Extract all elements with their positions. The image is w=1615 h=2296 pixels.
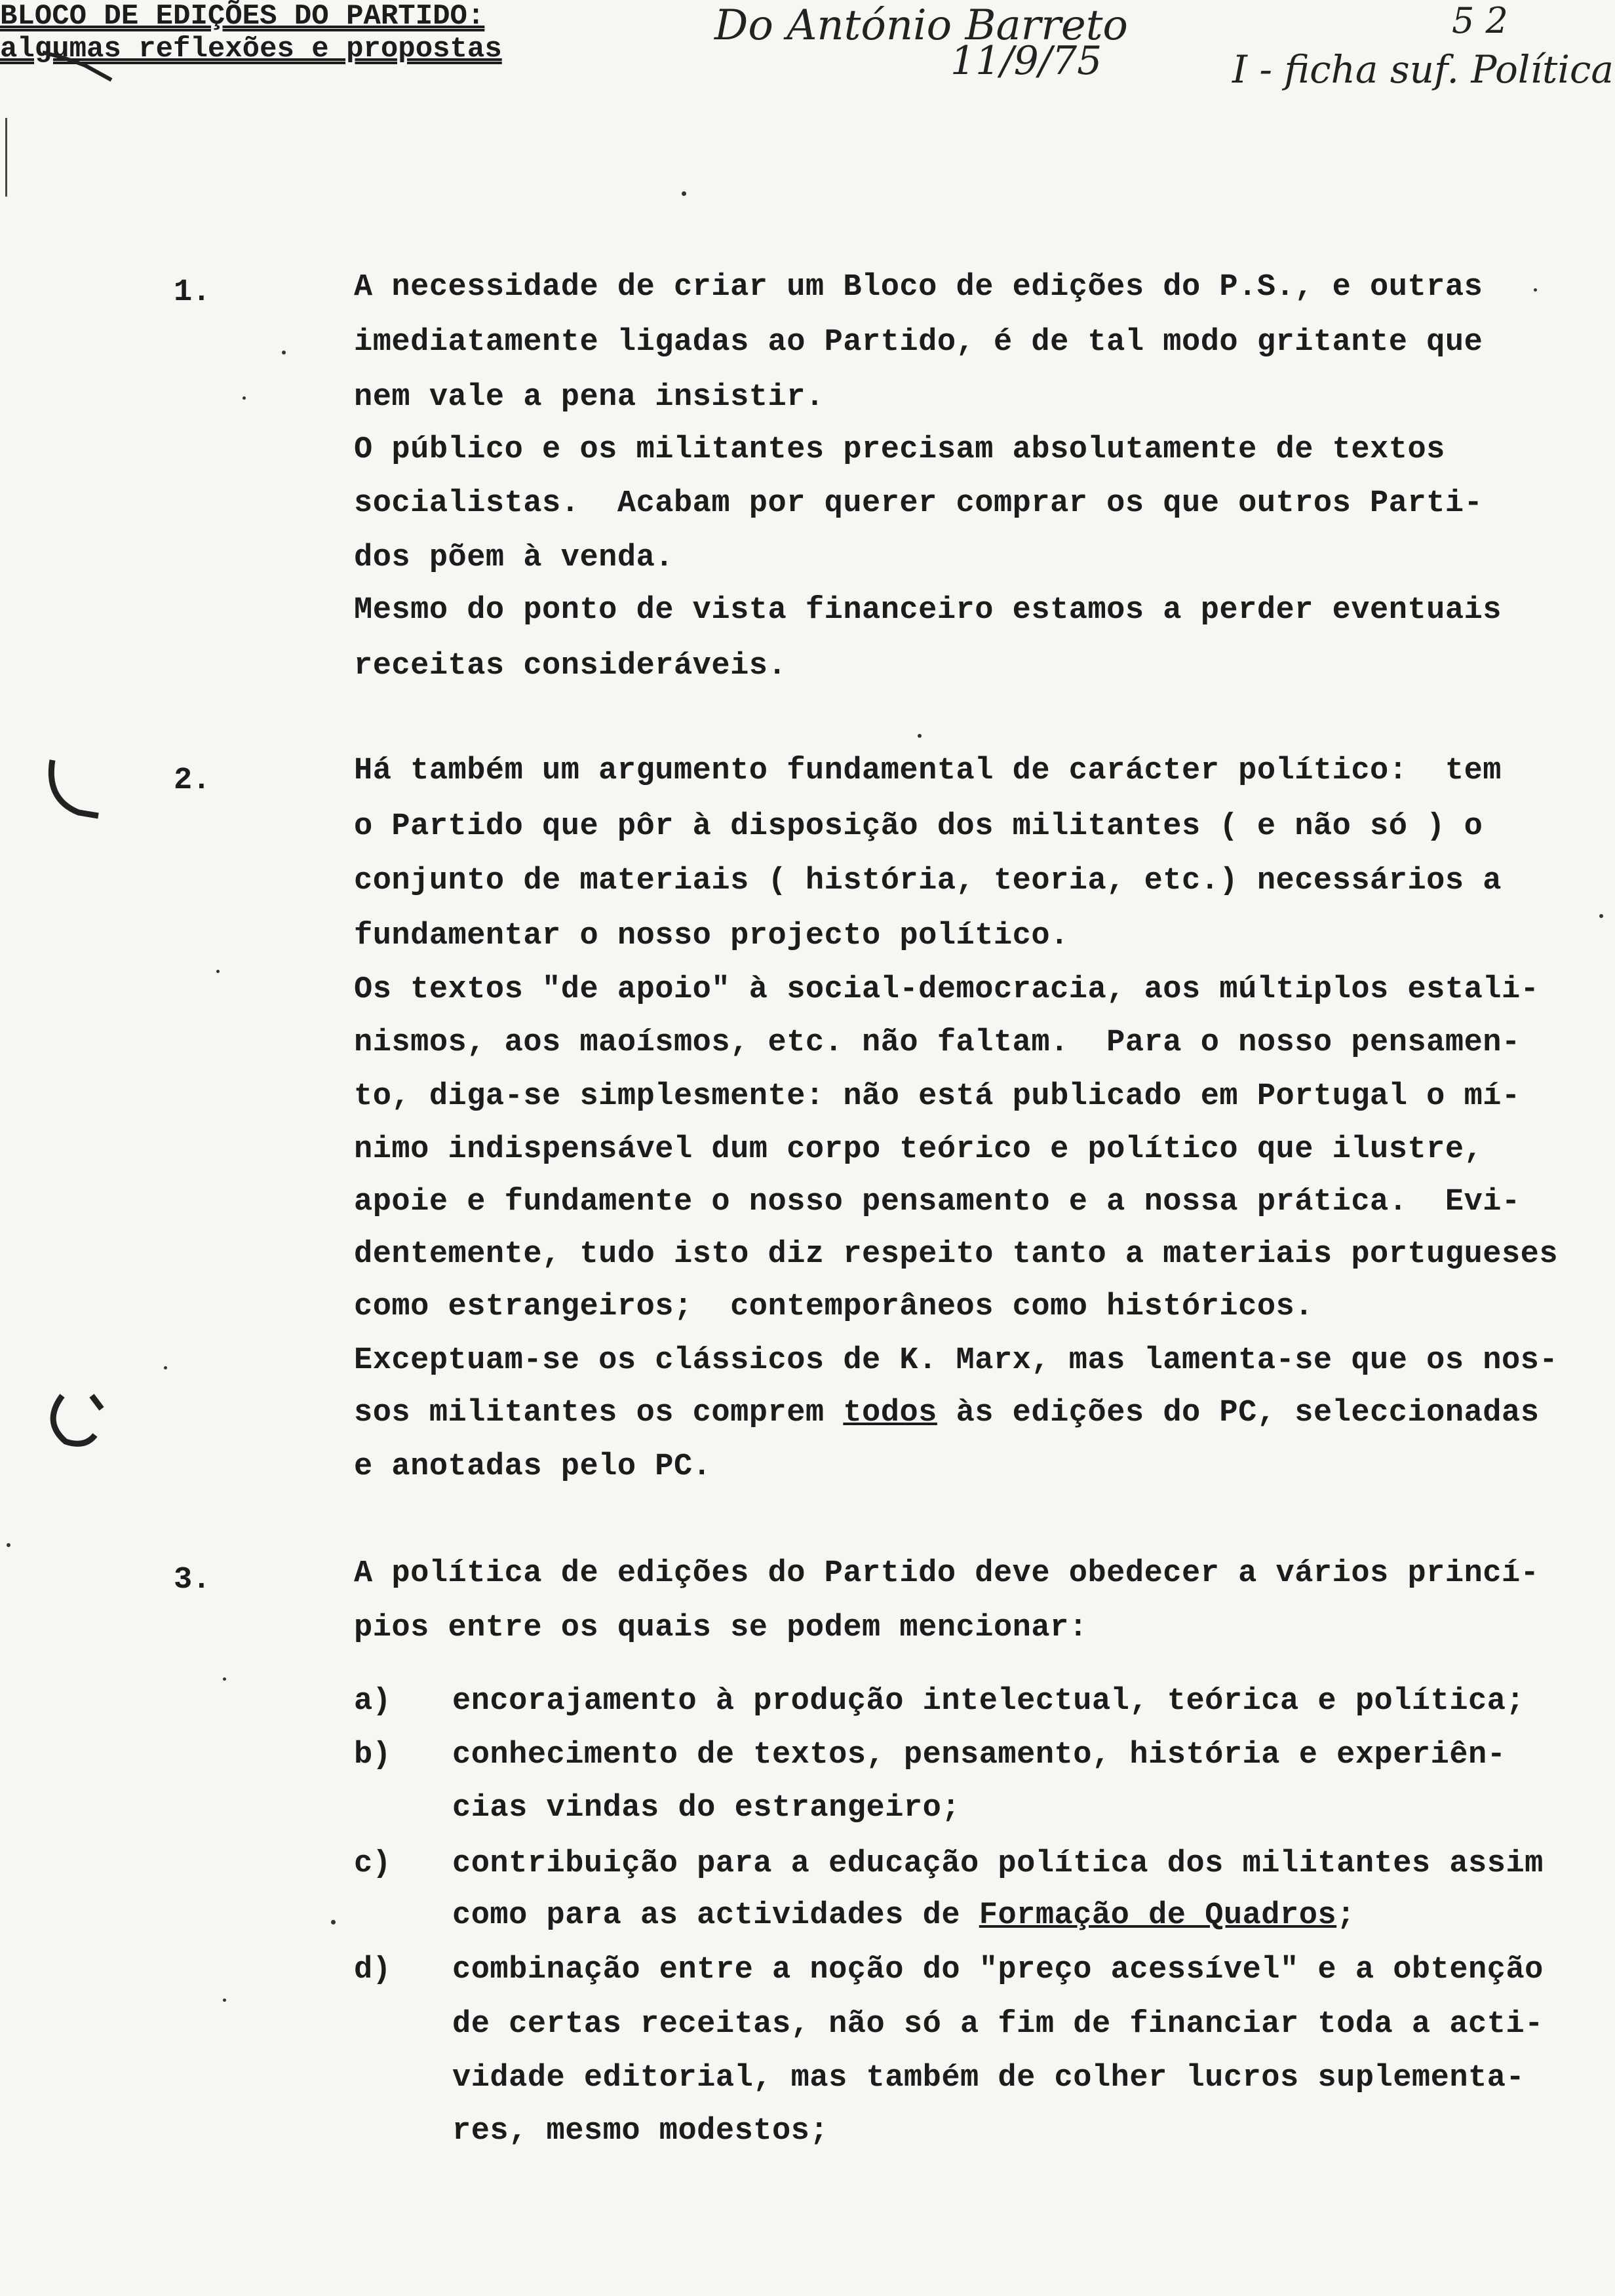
section-1-line: O público e os militantes precisam absolutamente de textos: [354, 432, 1445, 467]
item-b-line: conhecimento de textos, pensamento, história e experiên-: [452, 1738, 1506, 1772]
section-2-line: Exceptuam-se os clássicos de K. Marx, mas lamenta-se que os nos-: [354, 1343, 1559, 1378]
section-number-2: 2.: [174, 763, 211, 798]
section-1-line: dos põem à venda.: [354, 541, 674, 575]
item-c-line-text: ;: [1336, 1898, 1355, 1933]
item-d-line: res, mesmo modestos;: [452, 2114, 829, 2149]
scan-speck: [243, 396, 246, 400]
section-2-line: nimo indispensável dum corpo teórico e político que ilustre,: [354, 1132, 1483, 1167]
section-2-line: Os textos "de apoio" à social-democracia, aos múltiplos estali-: [354, 972, 1540, 1007]
scan-speck: [1534, 288, 1537, 292]
scan-speck: [282, 351, 286, 354]
section-number-1: 1.: [174, 275, 211, 310]
section-1-line: imediatamente ligadas ao Partido, é de tal modo gritante que: [354, 325, 1483, 360]
handwritten-name: Do António Barreto: [714, 1, 1128, 50]
scan-speck: [331, 1920, 336, 1924]
margin-mark-top: [39, 39, 118, 92]
item-c-line-text: como para as actividades de: [452, 1898, 979, 1933]
punch-hole-mark-2: [39, 1383, 105, 1461]
section-3-line: A política de edições do Partido deve obedecer a vários princí-: [354, 1556, 1540, 1591]
section-2-line: Há também um argumento fundamental de carácter político: tem: [354, 754, 1502, 788]
section-3-line: pios entre os quais se podem mencionar:: [354, 1611, 1088, 1645]
section-2-line: dentemente, tudo isto diz respeito tanto a materiais portugueses: [354, 1237, 1559, 1272]
scan-speck: [682, 191, 686, 196]
section-2-line-text: sos militantes os comprem: [354, 1396, 844, 1430]
section-1-line: A necessidade de criar um Bloco de edições do P.S., e outras: [354, 270, 1483, 305]
section-2-line: fundamentar o nosso projecto político.: [354, 919, 1069, 953]
item-a-line: encorajamento à produção intelectual, teórica e política;: [452, 1684, 1525, 1719]
section-2-line: conjunto de materiais ( história, teoria, etc.) necessários a: [354, 864, 1502, 898]
section-2-line: o Partido que pôr à disposição dos militantes ( e não só ) o: [354, 809, 1483, 844]
item-label-d: d): [354, 1953, 391, 1987]
scan-speck: [1599, 914, 1603, 918]
punch-hole-mark-1: [39, 754, 105, 832]
section-2-line: nismos, aos maoísmos, etc. não faltam. Para o nosso pensamen-: [354, 1025, 1521, 1060]
section-1-line: socialistas. Acabam por querer comprar os que outros Parti-: [354, 486, 1483, 521]
section-1-line: Mesmo do ponto de vista financeiro estamos a perder eventuais: [354, 593, 1502, 628]
handwritten-filing-note: I - ficha suf. Política: [1232, 47, 1614, 92]
scan-speck: [164, 1366, 167, 1369]
section-2-line: to, diga-se simplesmente: não está publicado em Portugal o mí-: [354, 1079, 1521, 1114]
handwritten-filing-number: 5 2: [1452, 0, 1508, 41]
scan-speck: [216, 970, 220, 973]
section-2-line-text: às edições do PC, seleccionadas: [937, 1396, 1540, 1430]
left-edge-line: [5, 118, 7, 197]
scan-speck: [7, 1543, 10, 1547]
section-1-line: receitas consideráveis.: [354, 649, 787, 683]
item-d-line: de certas receitas, não só a fim de financiar toda a acti-: [452, 2007, 1544, 2042]
section-2-line: apoie e fundamente o nosso pensamento e a nossa prática. Evi-: [354, 1185, 1521, 1219]
item-d-line: combinação entre a noção do "preço acessível" e a obtenção: [452, 1953, 1544, 1987]
section-2-line: como estrangeiros; contemporâneos como históricos.: [354, 1290, 1313, 1324]
item-label-b: b): [354, 1738, 391, 1772]
scan-speck: [918, 734, 922, 738]
item-c-line: contribuição para a educação política dos militantes assim: [452, 1846, 1544, 1881]
item-label-a: a): [354, 1684, 391, 1719]
section-2-line: e anotadas pelo PC.: [354, 1449, 712, 1484]
section-2-line: [354, 1396, 1539, 1430]
document-subtitle: algumas reflexões e propostas: [0, 33, 502, 66]
section-1-line: nem vale a pena insistir.: [354, 380, 825, 415]
item-b-line: cias vindas do estrangeiro;: [452, 1791, 961, 1826]
document-title: BLOCO DE EDIÇÕES DO PARTIDO:: [0, 0, 485, 33]
item-label-c: c): [354, 1846, 391, 1881]
emphasis-todos: todos: [843, 1396, 937, 1430]
item-c-line: [452, 1898, 1355, 1933]
emphasis-formacao-de-quadros: Formação de Quadros: [979, 1898, 1337, 1933]
scan-speck: [223, 1999, 226, 2002]
item-d-line: vidade editorial, mas também de colher lucros suplementa-: [452, 2061, 1525, 2095]
handwritten-date: 11/9/75: [950, 38, 1102, 84]
scan-speck: [223, 1677, 226, 1681]
section-number-3: 3.: [174, 1563, 211, 1598]
